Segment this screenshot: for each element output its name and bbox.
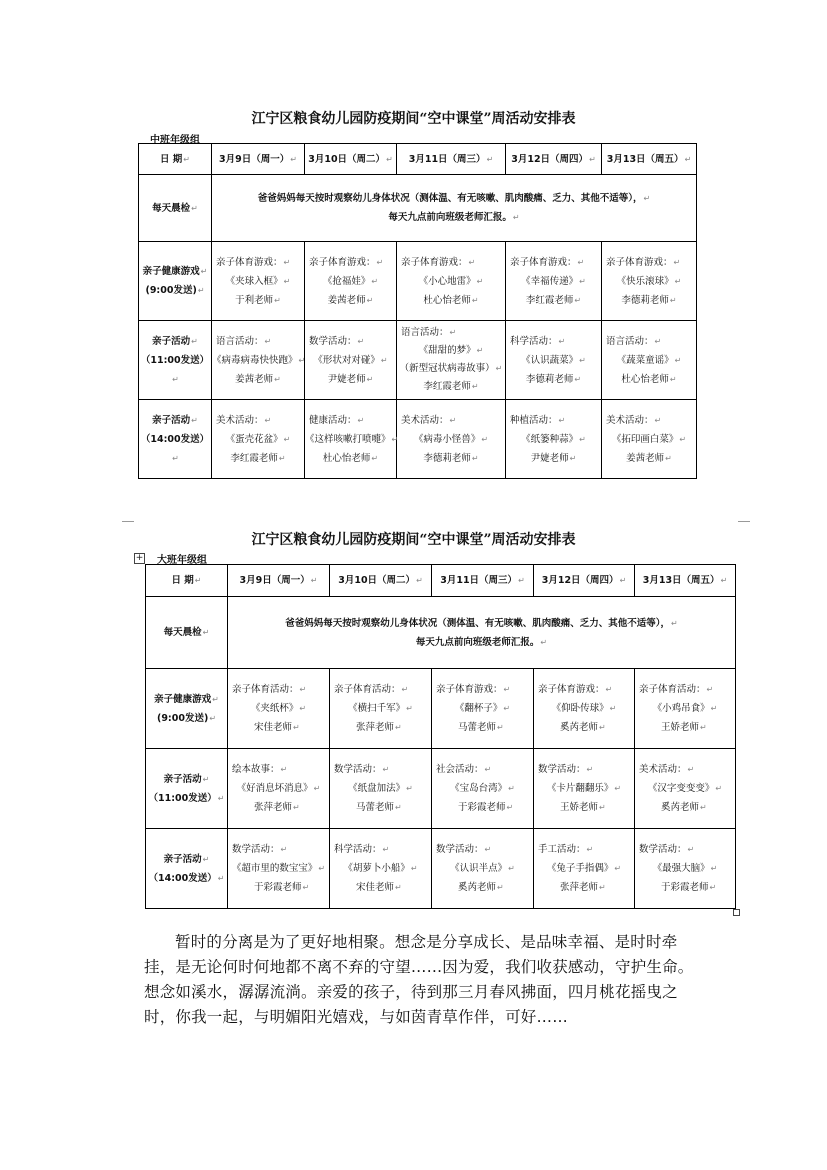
activity-cell: 亲子体育活动：↵ 《夹纸杯》↵ 宋佳老师↵: [228, 669, 330, 749]
activity-cell: 语言活动：↵ 《蔬菜童谣》↵ 杜心怡老师↵: [602, 321, 697, 400]
activity-cell: 健康活动：↵ 《这样咳嗽打喷嚏》↵ 杜心怡老师↵: [305, 400, 397, 479]
date-label: 日 期↵: [146, 565, 228, 597]
activity-cell: 语言活动：↵ 《病毒病毒快快跑》↵ 姜茜老师↵: [212, 321, 305, 400]
day-header: 3月12日（周四）↵: [534, 565, 635, 597]
activity-cell: 数学活动：↵ 《纸盘加法》↵ 马蕾老师↵: [330, 749, 432, 829]
schedule-table-senior: [145, 564, 736, 909]
activity-cell: 绘本故事：↵ 《好消息坏消息》↵ 张萍老师↵: [228, 749, 330, 829]
activity-row: [146, 749, 736, 829]
day-header: 3月13日（周五）↵: [635, 565, 736, 597]
day-header: 3月9日（周一）↵: [228, 565, 330, 597]
activity-cell: 亲子体育游戏：↵ 《抢福娃》↵ 姜茜老师↵: [305, 242, 397, 321]
activity-cell: 语言活动：↵ 《甜甜的梦》↵ （新型冠状病毒故事）↵ 李红霞老师↵: [397, 321, 506, 400]
morning-check-text: 爸爸妈妈每天按时观察幼儿身体状况（测体温、有无咳嗽、肌肉酸痛、乏力、其他不适等），↵ 每天九点前向班级老师汇报。↵: [228, 597, 736, 669]
activity-cell: 亲子体育游戏：↵ 《仰卧传球》↵ 奚芮老师↵: [534, 669, 635, 749]
row-label: 亲子健康游戏↵ (9:00发送)↵: [146, 669, 228, 749]
header-row: [139, 144, 697, 175]
table-title-senior: 江宁区粮食幼儿园防疫期间“空中课堂”周活动安排表: [251, 532, 576, 548]
activity-cell: 数学活动：↵ 《认识半点》↵ 奚芮老师↵: [432, 829, 534, 909]
morning-check-text: 爸爸妈妈每天按时观察幼儿身体状况（测体温、有无咳嗽、肌肉酸痛、乏力、其他不适等），↵ 每天九点前向班级老师汇报。↵: [212, 175, 697, 242]
day-header: 3月11日（周三）↵: [432, 565, 534, 597]
activity-cell: 亲子体育活动：↵ 《横扫千军》↵ 张萍老师↵: [330, 669, 432, 749]
activity-row: [139, 242, 697, 321]
activity-cell: 美术活动：↵ 《病毒小怪兽》↵ 李德莉老师↵: [397, 400, 506, 479]
page-break-marker: [738, 521, 750, 522]
table-title-middle: 江宁区粮食幼儿园防疫期间“空中课堂”周活动安排表: [251, 111, 576, 127]
header-row: [146, 565, 736, 597]
activity-cell: 数学活动：↵ 《形状对对碰》↵ 尹婕老师↵: [305, 321, 397, 400]
day-header: 3月13日（周五）↵: [602, 144, 697, 175]
day-header: 3月10日（周二）↵: [305, 144, 397, 175]
row-label: 每天晨检↵: [146, 597, 228, 669]
day-header: 3月10日（周二）↵: [330, 565, 432, 597]
row-label: 亲子活动↵ （14:00发送）↵: [139, 400, 212, 479]
day-header: 3月9日（周一）↵: [212, 144, 305, 175]
activity-cell: 亲子体育活动：↵ 《小鸡吊食》↵ 王娇老师↵: [635, 669, 736, 749]
activity-row: [146, 829, 736, 909]
activity-cell: 亲子体育游戏：↵ 《快乐滚球》↵ 李德莉老师↵: [602, 242, 697, 321]
row-label: 亲子健康游戏↵ (9:00发送)↵: [139, 242, 212, 321]
activity-cell: 数学活动：↵ 《卡片翻翻乐》↵ 王娇老师↵: [534, 749, 635, 829]
date-label: 日 期↵: [139, 144, 212, 175]
schedule-table-middle: [138, 143, 697, 479]
activity-cell: 美术活动：↵ 《蛋壳花盆》↵ 李红霞老师↵: [212, 400, 305, 479]
activity-cell: 社会活动：↵ 《宝岛台湾》↵ 于彩霞老师↵: [432, 749, 534, 829]
table-move-handle-icon[interactable]: +: [135, 553, 144, 563]
activity-cell: 亲子体育游戏：↵ 《翻杯子》↵ 马蕾老师↵: [432, 669, 534, 749]
morning-check-row: [139, 175, 697, 242]
activity-cell: 亲子体育游戏：↵ 《幸福传递》↵ 李红霞老师↵: [506, 242, 602, 321]
row-label: 亲子活动↵ （11:00发送）↵: [139, 321, 212, 400]
group-label-senior: 大班年级组: [157, 555, 207, 566]
day-header: 3月12日（周四）↵: [506, 144, 602, 175]
activity-cell: 亲子体育游戏：↵ 《夹球入框》↵ 于利老师↵: [212, 242, 305, 321]
morning-check-row: [146, 597, 736, 669]
activity-cell: 科学活动：↵ 《胡萝卜小船》↵ 宋佳老师↵: [330, 829, 432, 909]
activity-cell: 美术活动：↵ 《拓印画白菜》↵ 姜茜老师↵: [602, 400, 697, 479]
closing-paragraph: 暂时的分离是为了更好地相聚。想念是分享成长、是品味幸福、是时时牵挂，是无论何时何地都不离不弃的守望……因为爱，我们收获感动，守护生命。想念如溪水，潺潺流淌。亲爱的孩子，待到那三月春风拂面，四月桃花摇曳之时，你我一起，与明媚阳光嬉戏，与如茵青草作伴，可好……: [144, 933, 694, 1026]
activity-cell: 亲子体育游戏：↵ 《小心地雷》↵ 杜心怡老师↵: [397, 242, 506, 321]
activity-cell: 科学活动：↵ 《认识蔬菜》↵ 李德莉老师↵: [506, 321, 602, 400]
activity-cell: 美术活动：↵ 《汉字变变变》↵ 奚芮老师↵: [635, 749, 736, 829]
table-resize-handle[interactable]: [733, 909, 740, 916]
activity-row: [139, 321, 697, 400]
group-label-middle: 中班年级组: [150, 135, 200, 146]
activity-cell: 种植活动：↵ 《纸篓种蒜》↵ 尹婕老师↵: [506, 400, 602, 479]
row-label: 亲子活动↵ （11:00发送）↵: [146, 749, 228, 829]
page-break-marker: [122, 521, 134, 522]
activity-cell: 手工活动：↵ 《兔子手指偶》↵ 张萍老师↵: [534, 829, 635, 909]
row-label: 亲子活动↵ （14:00发送）↵: [146, 829, 228, 909]
day-header: 3月11日（周三）↵: [397, 144, 506, 175]
activity-cell: 数学活动：↵ 《超市里的数宝宝》↵ 于彩霞老师↵: [228, 829, 330, 909]
activity-row: [139, 400, 697, 479]
activity-cell: 数学活动：↵ 《最强大脑》↵ 于彩霞老师↵: [635, 829, 736, 909]
row-label: 每天晨检↵: [139, 175, 212, 242]
activity-row: [146, 669, 736, 749]
